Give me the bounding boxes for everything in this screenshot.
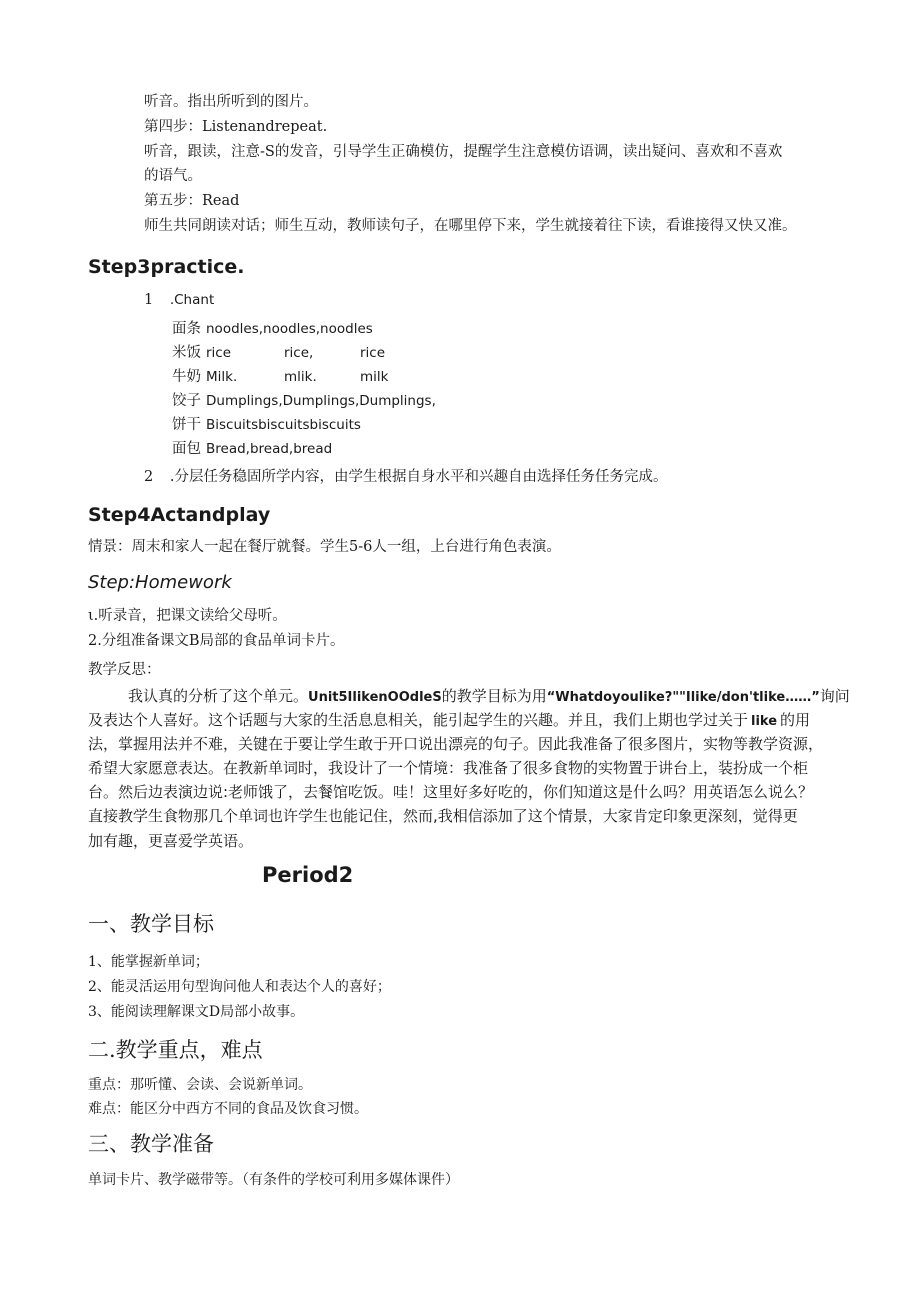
step3-item2-label: .分层任务稳固所学内容，由学生根据自身水平和兴趣自由选择任务任务完成。 (169, 469, 668, 485)
homework-heading: Step:Homework (88, 572, 232, 593)
intro-step4-label (144, 117, 327, 137)
reflection-l1-post: 询问 (819, 687, 850, 705)
key-point-2: 难点：能区分中西方不同的食品及饮食习惯。 (88, 1101, 368, 1117)
reflection-line-3: 法，掌握用法并不难，关键在于要让学生敢于开口说出漂亮的句子。因此我准备了很多图片，实物等教学资源， (88, 735, 824, 753)
chant-row-3-a: Milk. (206, 369, 238, 385)
step3-item2 (144, 467, 667, 487)
chant-row-6-cn: 面包 (172, 441, 201, 457)
chant-row-2-cn: 米饭 (172, 345, 201, 361)
period2-title: Period2 (262, 863, 354, 887)
goal-item-1: 1、能掌握新单词； (88, 954, 209, 970)
reflection-line-2 (88, 708, 810, 734)
reflection-target-phrase: “Whatdoyoulike?""Ilike/don'tlike……” (546, 690, 820, 705)
chant-row-2-a: rice (206, 345, 232, 361)
step3-item1-num: 1 (144, 292, 154, 308)
chant-row-3-c: milk (360, 369, 389, 385)
reflection-l2-post: 的用 (780, 711, 811, 729)
chant-row-6-a: Bread,bread,bread (206, 441, 333, 457)
reflection-l1-pre: 我认真的分析了这个单元。 (128, 687, 309, 705)
reflection-line-1 (128, 684, 850, 710)
key-points-heading: 二.教学重点，难点 (88, 1038, 263, 1062)
reflection-line-5: 台。然后边表演边说:老师饿了，去餐馆吃饭。哇！这里好多好吃的，你们知道这是什么吗？用英语怎么说么？ (88, 783, 814, 801)
intro-step4-text: 第四步：Listenandrepeat. (144, 119, 328, 135)
chant-row-1-a: noodles,noodles,noodles (206, 321, 373, 337)
goal-item-3: 3、能阅读理解课文D局部小故事。 (88, 1004, 305, 1020)
step4-heading: Step4Actandplay (88, 504, 271, 526)
intro-line-6: 师生共同朗读对话；师生互动，教师读句子，在哪里停下来，学生就接着往下读，看谁接得又快又准。 (144, 218, 797, 234)
goal-item-2: 2、能灵活运用句型询问他人和表达个人的喜好； (88, 979, 391, 995)
step3-heading: Step3practice. (88, 256, 245, 278)
intro-line-3: 听音，跟读，注意-S的发音，引导学生正确模仿，提醒学生注意模仿语调，读出疑问、喜欢和不喜欢 (144, 144, 783, 160)
chant-row-1-cn: 面条 (172, 321, 201, 337)
reflection-line-4: 希望大家愿意表达。在教新单词时，我设计了一个情境：我准备了很多食物的实物置于讲台上，装扮成一个柜 (88, 759, 809, 777)
step3-item1-label: .Chant (169, 292, 215, 308)
reflection-label: 教学反思： (88, 662, 161, 678)
homework-item-2: 2.分组准备课文B局部的食品单词卡片。 (88, 633, 345, 649)
intro-step5-label: 第五步：Read (144, 193, 240, 209)
intro-line-4: 的语气。 (144, 168, 202, 184)
chant-row-2-c: rice (360, 345, 386, 361)
key-point-1: 重点：那听懂、会读、会说新单词。 (88, 1077, 312, 1093)
reflection-line-7: 加有趣，更喜爱学英语。 (88, 832, 254, 850)
step4-text: 情景：周末和家人一起在餐厅就餐。学生5-6人一组，上台进行角色表演。 (88, 539, 561, 555)
step3-item1 (144, 290, 214, 310)
prep-heading: 三、教学准备 (88, 1132, 214, 1156)
chant-row-4-cn: 饺子 (172, 393, 201, 409)
prep-text: 单词卡片、教学磁带等。（有条件的学校可利用多媒体课件） (88, 1172, 459, 1188)
reflection-l1-mid: 的教学目标为用 (441, 687, 547, 705)
intro-line-1: 听音。指出所听到的图片。 (144, 94, 318, 110)
chant-row-5-a: Biscuitsbiscuitsbiscuits (206, 417, 361, 433)
chant-row-4-a: Dumplings,Dumplings,Dumplings, (206, 393, 436, 409)
reflection-like-word: like (751, 714, 778, 729)
chant-row-3-cn: 牛奶 (172, 369, 201, 385)
reflection-l2-pre: 及表达个人喜好。这个话题与大家的生活息息相关，能引起学生的兴趣。并且，我们上期也学过关于 (88, 711, 749, 729)
chant-row-2-b: rice, (284, 345, 314, 361)
step3-item2-num: 2 (144, 469, 154, 485)
homework-item-1: ι.听录音，把课文读给父母听。 (88, 608, 287, 624)
goals-heading: 一、教学目标 (88, 912, 214, 936)
reflection-line-6: 直接教学生食物那几个单词也许学生也能记住，然而,我相信添加了这个情景，大家肯定印象更深刻，觉得更 (88, 807, 798, 825)
chant-row-3-b: mlik. (284, 369, 317, 385)
chant-row-5-cn: 饼干 (172, 417, 201, 433)
reflection-unit-title: Unit5IlikenOOdleS (308, 690, 442, 705)
